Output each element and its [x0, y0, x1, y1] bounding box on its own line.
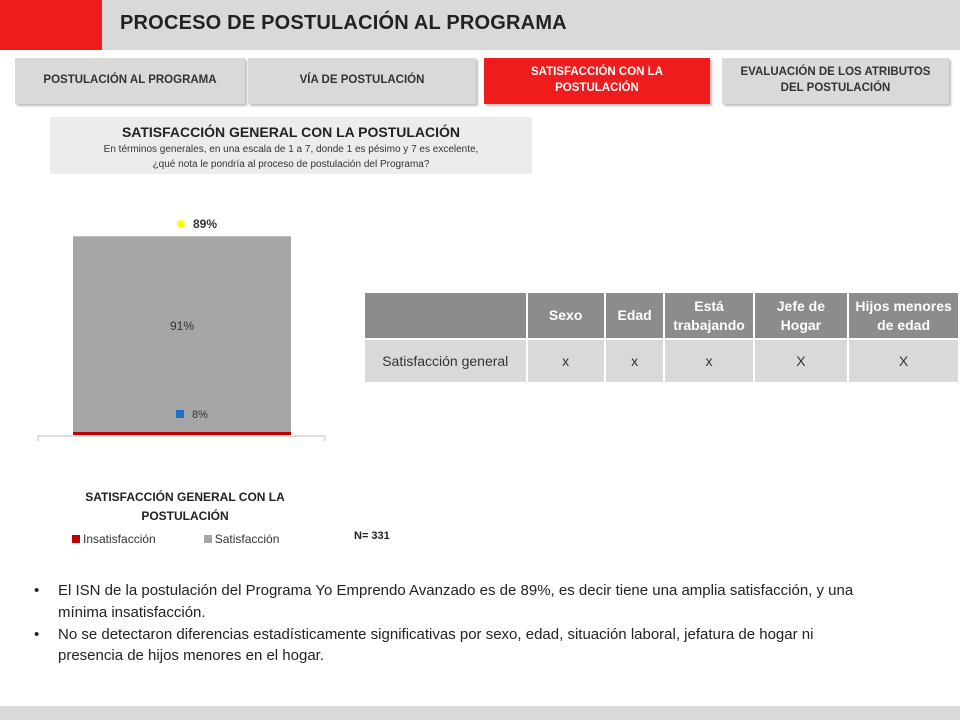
legend-label: Insatisfacción — [83, 532, 156, 546]
table-cell: x — [527, 339, 605, 383]
table-header-cell: Sexo — [527, 292, 605, 339]
tab-label: VÍA DE POSTULACIÓN — [299, 74, 425, 87]
note-text: El ISN de la postulación del Programa Yo Emprendo Avanzado es de 89%, es decir tiene una amplia satisfacción, y una mínima insatisfacción. — [58, 582, 854, 621]
legend-item-insatisfaccion — [72, 532, 156, 546]
sample-size-label: N= 331 — [354, 530, 390, 542]
question-text-line1: En términos generales, en una escala de 1 a 7, donde 1 es pésimo y 7 es excelente, — [103, 144, 479, 155]
table-header-cell: Edad — [605, 292, 665, 339]
table-header-cell: Está trabajando — [664, 292, 753, 339]
table-cell: x — [605, 339, 665, 383]
list-item — [34, 580, 864, 624]
table-row — [364, 339, 959, 383]
marker-label-isn: 89% — [193, 217, 218, 231]
tab-label: POSTULACIÓN AL PROGRAMA — [43, 74, 217, 87]
question-title: SATISFACCIÓN GENERAL CON LA POSTULACIÓN — [121, 124, 461, 140]
list-item — [34, 624, 864, 668]
legend-swatch — [204, 535, 212, 543]
tab-label: SATISFACCIÓN CON LA POSTULACIÓN — [530, 66, 664, 94]
bar-satisfaccion — [73, 236, 291, 432]
chart-legend — [72, 532, 327, 546]
data-label-satisfaccion: 91% — [169, 319, 195, 333]
bullet-icon: • — [34, 625, 40, 643]
table-header-cell: Hijos menores de edad — [848, 292, 959, 339]
bullet-icon: • — [34, 582, 40, 599]
marker-label-insatisfaccion: 8% — [192, 409, 208, 421]
question-text-line2: ¿qué nota le pondría al proceso de postulación del Programa? — [152, 159, 430, 170]
significance-table — [363, 291, 960, 384]
notes-list — [34, 580, 864, 667]
table-header-row — [364, 292, 959, 339]
table-cell: X — [754, 339, 849, 383]
page-title: PROCESO DE POSTULACIÓN AL PROGRAMA — [120, 12, 567, 34]
table-corner-cell — [364, 292, 527, 339]
footer-bar — [0, 706, 960, 720]
bar-insatisfaccion — [73, 432, 291, 435]
table-cell: x — [664, 339, 753, 383]
chart-title: SATISFACCIÓN GENERAL CON LA POSTULACIÓN — [85, 490, 285, 523]
table-cell: X — [848, 339, 959, 383]
note-text: No se detectaron diferencias estadísticamente significativas por sexo, edad, situación laboral, jefatura de hogar ni presencia de hijos menores en el hogar. — [58, 625, 814, 665]
marker-isn — [177, 220, 185, 228]
legend-label: Satisfacción — [214, 532, 280, 546]
tab-label: EVALUACIÓN DE LOS ATRIBUTOS DEL POSTULACIÓN — [740, 66, 931, 94]
table-row-label: Satisfacción general — [364, 339, 527, 383]
marker-insatisfaccion — [176, 410, 184, 418]
legend-swatch — [72, 535, 80, 543]
table-header-cell: Jefe de Hogar — [754, 292, 849, 339]
legend-item-satisfaccion — [204, 532, 280, 546]
